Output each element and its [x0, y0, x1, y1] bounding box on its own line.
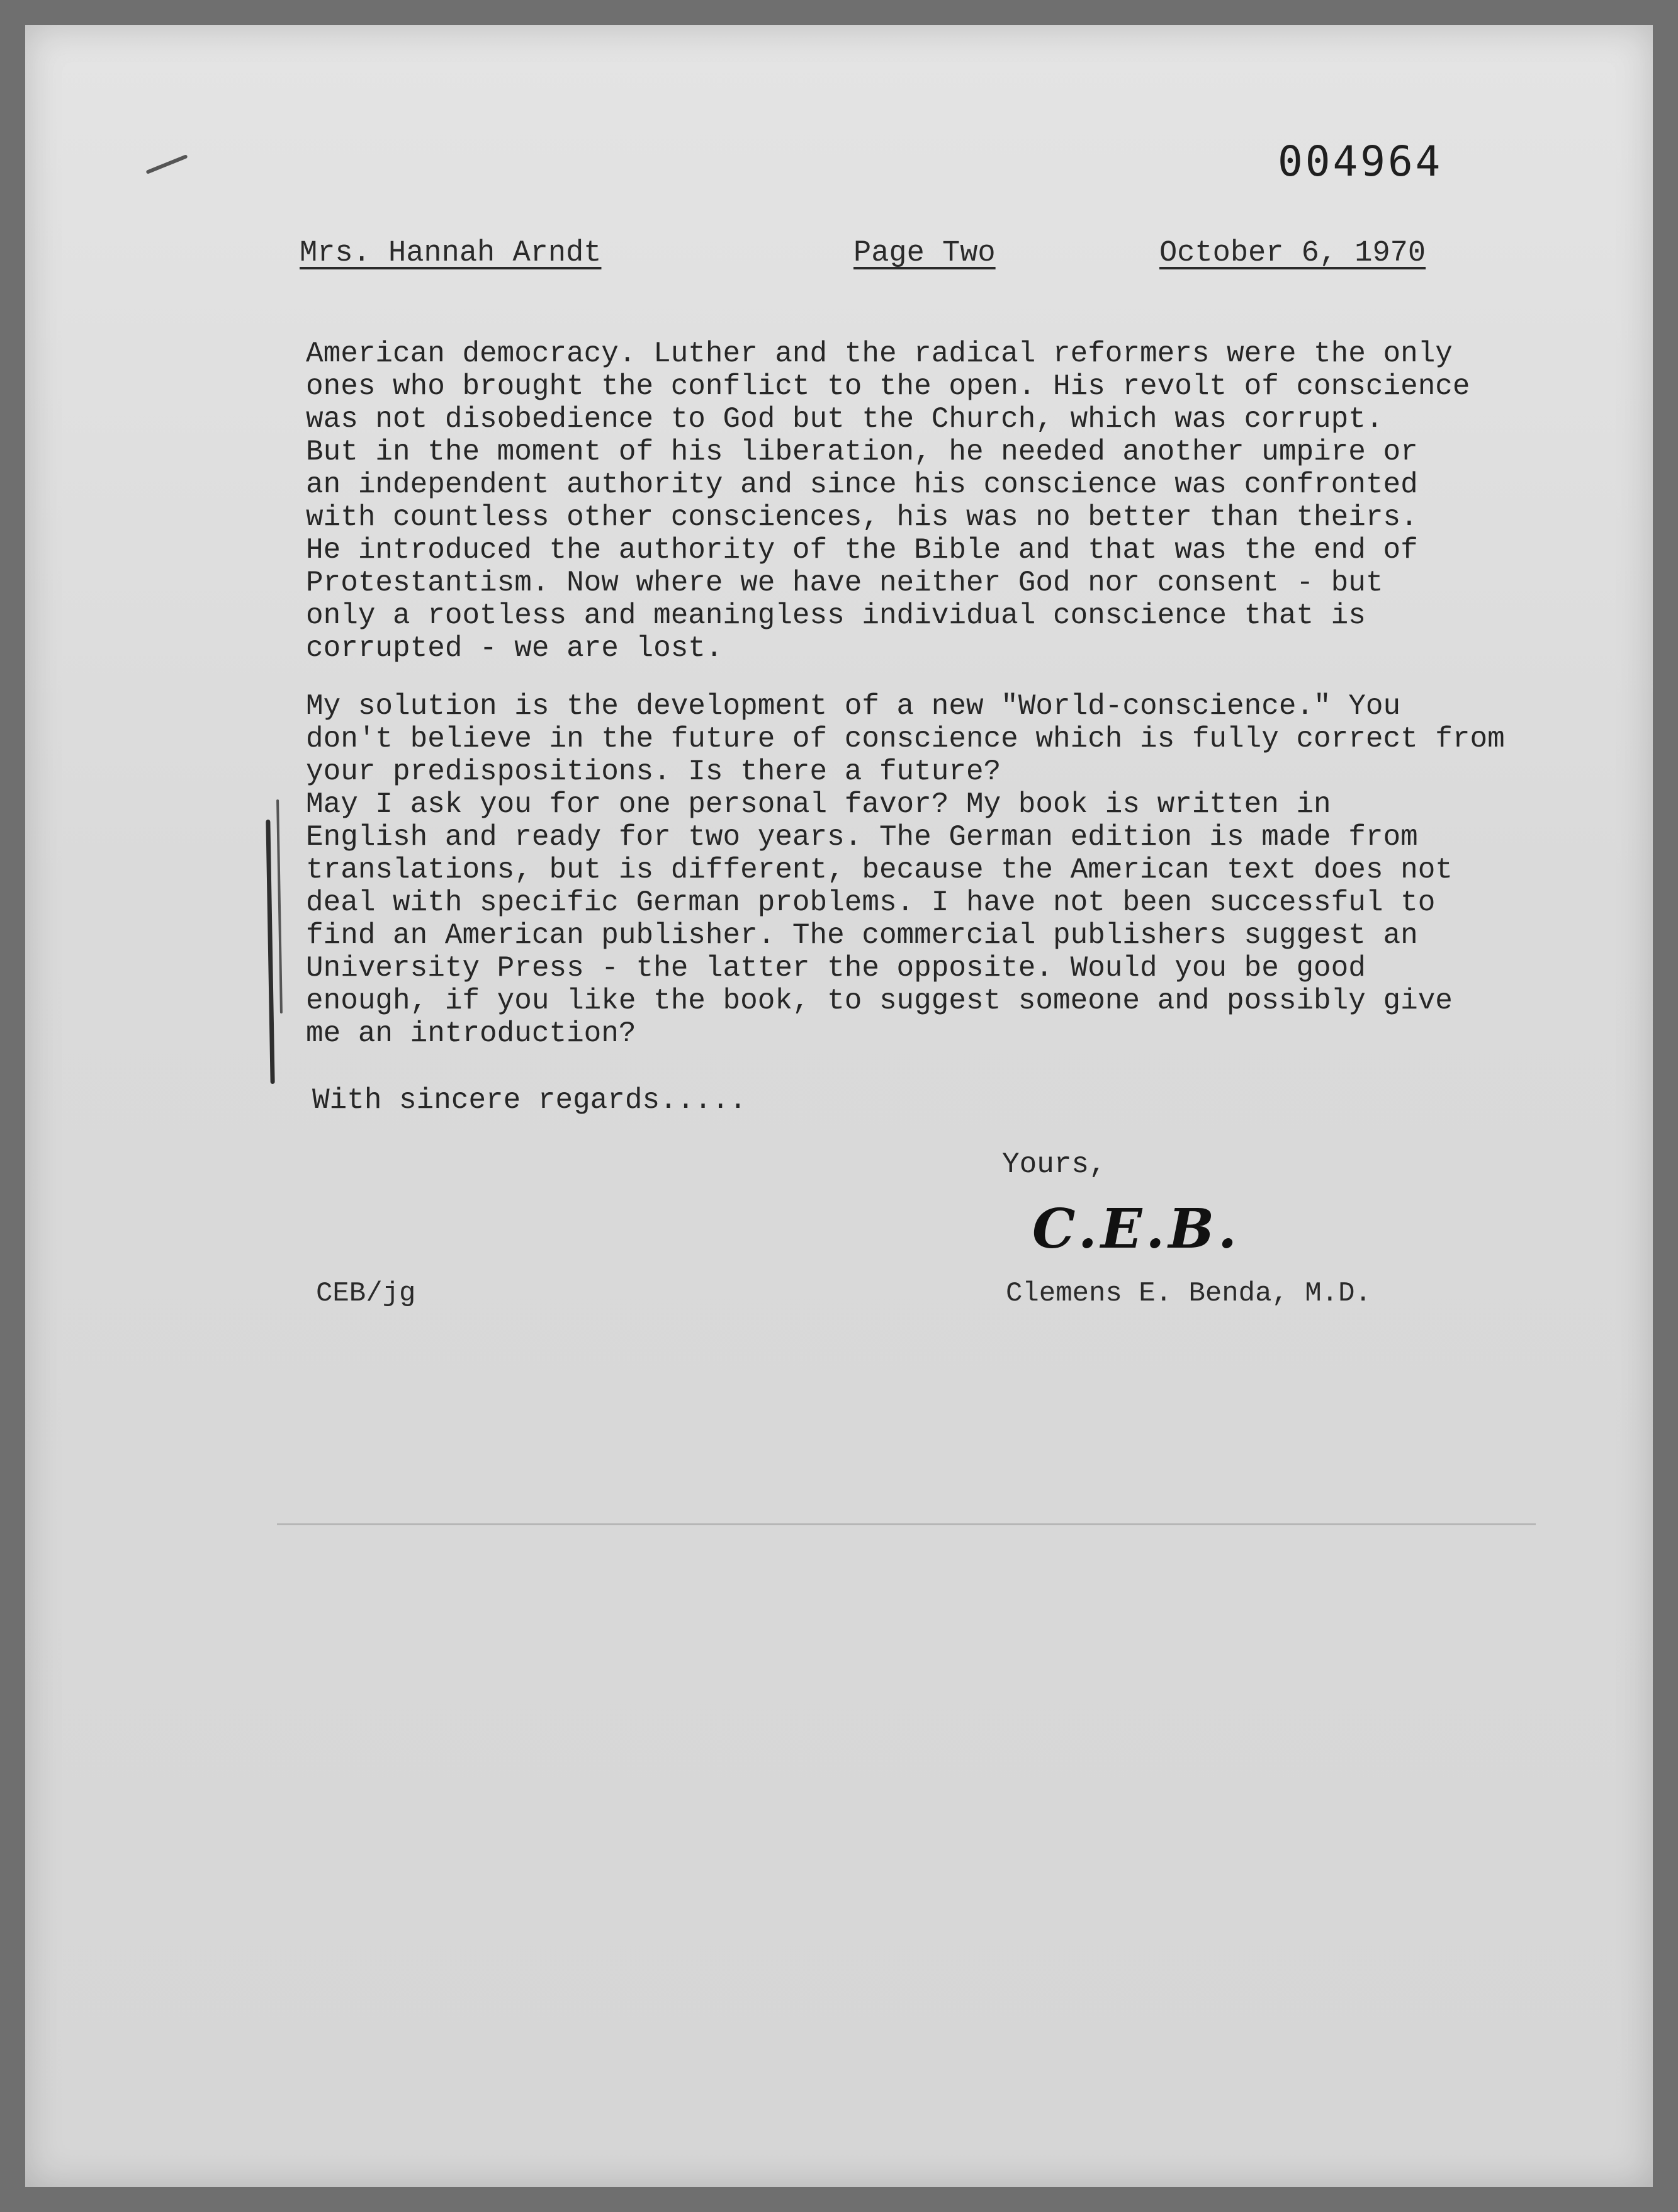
- body-paragraph-3: May I ask you for one personal favor? My book is written in English and ready for two years. The German edition is made from translations, but is different, because the American text does not deal with specific German problems. I have not been successful to find an American publisher. The commercial publishers suggest an University Press - the latter the opposite. Would you be good enough, if you like the book, to suggest someone and possibly give me an introduction?: [306, 788, 1453, 1050]
- header-page: Page Two: [853, 237, 996, 270]
- serial-number: 004964: [1278, 137, 1443, 186]
- letter-page: [25, 25, 1653, 2187]
- margin-annotation-line-secondary: [276, 799, 283, 1013]
- header-date: October 6, 1970: [1159, 237, 1426, 270]
- closing-line: With sincere regards.....: [312, 1084, 747, 1117]
- margin-annotation-line: [266, 820, 274, 1084]
- valediction: Yours,: [1002, 1148, 1106, 1181]
- stray-pencil-mark: [145, 154, 188, 174]
- header-recipient: Mrs. Hannah Arndt: [300, 237, 602, 270]
- handwritten-signature: C.E.B.: [1032, 1197, 1241, 1261]
- body-paragraph-1: American democracy. Luther and the radical reformers were the only ones who brought the conflict to the open. His revolt of conscience was not disobedience to God but the Church, which was corrupt. But in the moment of his liberation, he needed another umpire or an independent authority and since his conscience was confronted with countless other consciences, his was no better than theirs. He introduced the authority of the Bible and that was the end of Protestantism. Now where we have neither God nor consent - but only a rootless and meaningless individual conscience that is corrupted - we are lost.: [306, 337, 1470, 665]
- signer-name: Clemens E. Benda, M.D.: [1006, 1278, 1371, 1309]
- paper-crease: [277, 1523, 1536, 1525]
- typist-initials: CEB/jg: [316, 1278, 416, 1309]
- body-paragraph-2: My solution is the development of a new "World-conscience." You don't believe in the future of conscience which is fully correct from your predispositions. Is there a future?: [306, 690, 1505, 788]
